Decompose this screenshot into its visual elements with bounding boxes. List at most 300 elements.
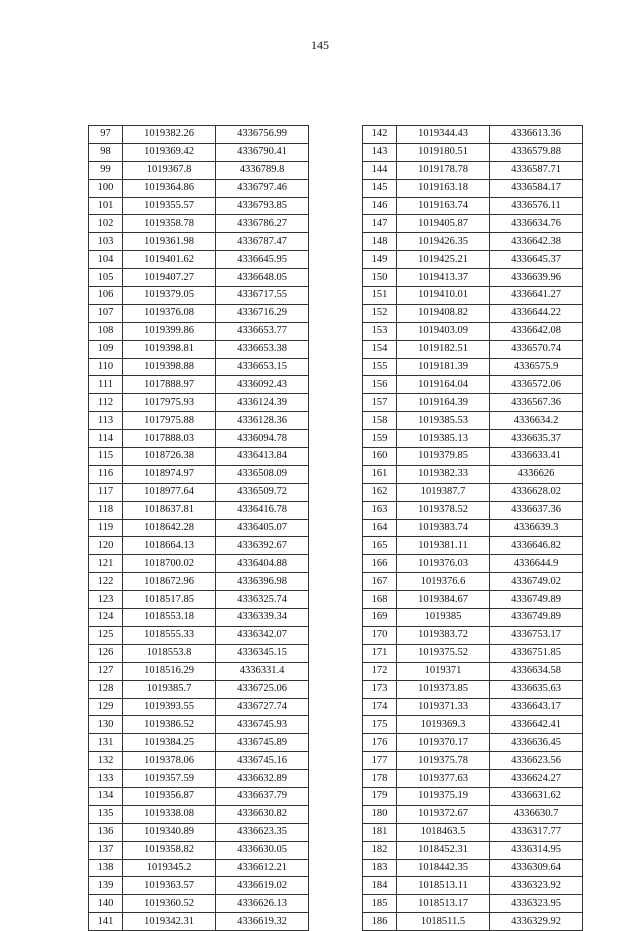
table-row [363, 680, 583, 698]
point-number-cell: 157 [363, 394, 397, 412]
point-number-cell: 177 [363, 752, 397, 770]
y-coordinate-cell: 4336793.85 [216, 197, 309, 215]
table-row [89, 877, 309, 895]
point-number-cell: 120 [89, 537, 123, 555]
x-coordinate-cell: 1019385.13 [397, 430, 490, 448]
table-row [363, 394, 583, 412]
y-coordinate-cell: 4336790.41 [216, 143, 309, 161]
x-coordinate-cell: 1019378.52 [397, 501, 490, 519]
table-row [89, 304, 309, 322]
y-coordinate-cell: 4336623.56 [490, 752, 583, 770]
point-number-cell: 160 [363, 448, 397, 466]
x-coordinate-cell: 1017975.88 [123, 412, 216, 430]
y-coordinate-cell: 4336787.47 [216, 233, 309, 251]
table-row [363, 859, 583, 877]
x-coordinate-cell: 1018516.29 [123, 662, 216, 680]
x-coordinate-cell: 1019356.87 [123, 787, 216, 805]
x-coordinate-cell: 1019344.43 [397, 126, 490, 144]
table-row [363, 233, 583, 251]
y-coordinate-cell: 4336626 [490, 465, 583, 483]
x-coordinate-cell: 1018463.5 [397, 823, 490, 841]
y-coordinate-cell: 4336587.71 [490, 161, 583, 179]
x-coordinate-cell: 1019383.74 [397, 519, 490, 537]
table-row [363, 304, 583, 322]
x-coordinate-cell: 1019358.78 [123, 215, 216, 233]
x-coordinate-cell: 1019345.2 [123, 859, 216, 877]
y-coordinate-cell: 4336789.8 [216, 161, 309, 179]
x-coordinate-cell: 1019376.03 [397, 555, 490, 573]
point-number-cell: 148 [363, 233, 397, 251]
point-number-cell: 103 [89, 233, 123, 251]
table-row [363, 787, 583, 805]
x-coordinate-cell: 1019375.52 [397, 644, 490, 662]
y-coordinate-cell: 4336644.22 [490, 304, 583, 322]
table-row [89, 197, 309, 215]
coordinate-table-right [362, 125, 583, 931]
y-coordinate-cell: 4336725.06 [216, 680, 309, 698]
x-coordinate-cell: 1019384.67 [397, 591, 490, 609]
table-row [89, 859, 309, 877]
table-row [89, 573, 309, 591]
table-row [89, 233, 309, 251]
x-coordinate-cell: 1019181.39 [397, 358, 490, 376]
point-number-cell: 171 [363, 644, 397, 662]
table-row [363, 287, 583, 305]
x-coordinate-cell: 1019164.39 [397, 394, 490, 412]
point-number-cell: 111 [89, 376, 123, 394]
point-number-cell: 159 [363, 430, 397, 448]
x-coordinate-cell: 1019426.35 [397, 233, 490, 251]
point-number-cell: 184 [363, 877, 397, 895]
x-coordinate-cell: 1019410.01 [397, 287, 490, 305]
y-coordinate-cell: 4336579.88 [490, 143, 583, 161]
y-coordinate-cell: 4336749.02 [490, 573, 583, 591]
table-row [363, 483, 583, 501]
table-row [89, 412, 309, 430]
point-number-cell: 132 [89, 752, 123, 770]
point-number-cell: 179 [363, 787, 397, 805]
point-number-cell: 136 [89, 823, 123, 841]
point-number-cell: 147 [363, 215, 397, 233]
x-coordinate-cell: 1019178.78 [397, 161, 490, 179]
x-coordinate-cell: 1019376.6 [397, 573, 490, 591]
point-number-cell: 169 [363, 609, 397, 627]
y-coordinate-cell: 4336632.89 [216, 770, 309, 788]
y-coordinate-cell: 4336645.95 [216, 251, 309, 269]
table-row [363, 877, 583, 895]
x-coordinate-cell: 1019371 [397, 662, 490, 680]
x-coordinate-cell: 1019385.53 [397, 412, 490, 430]
point-number-cell: 130 [89, 716, 123, 734]
x-coordinate-cell: 1019379.05 [123, 287, 216, 305]
x-coordinate-cell: 1019342.31 [123, 913, 216, 931]
x-coordinate-cell: 1019387.7 [397, 483, 490, 501]
y-coordinate-cell: 4336392.67 [216, 537, 309, 555]
point-number-cell: 116 [89, 465, 123, 483]
table-row [89, 716, 309, 734]
y-coordinate-cell: 4336628.02 [490, 483, 583, 501]
table-row [363, 126, 583, 144]
point-number-cell: 121 [89, 555, 123, 573]
y-coordinate-cell: 4336634.2 [490, 412, 583, 430]
y-coordinate-cell: 4336612.21 [216, 859, 309, 877]
x-coordinate-cell: 1019355.57 [123, 197, 216, 215]
y-coordinate-cell: 4336317.77 [490, 823, 583, 841]
point-number-cell: 115 [89, 448, 123, 466]
y-coordinate-cell: 4336413.84 [216, 448, 309, 466]
point-number-cell: 146 [363, 197, 397, 215]
table-row [89, 698, 309, 716]
y-coordinate-cell: 4336745.16 [216, 752, 309, 770]
x-coordinate-cell: 1018642.28 [123, 519, 216, 537]
x-coordinate-cell: 1019357.59 [123, 770, 216, 788]
y-coordinate-cell: 4336727.74 [216, 698, 309, 716]
point-number-cell: 101 [89, 197, 123, 215]
point-number-cell: 102 [89, 215, 123, 233]
table-row [89, 143, 309, 161]
y-coordinate-cell: 4336619.32 [216, 913, 309, 931]
x-coordinate-cell: 1019364.86 [123, 179, 216, 197]
y-coordinate-cell: 4336635.37 [490, 430, 583, 448]
y-coordinate-cell: 4336509.72 [216, 483, 309, 501]
table-row [89, 841, 309, 859]
y-coordinate-cell: 4336128.36 [216, 412, 309, 430]
x-coordinate-cell: 1018511.5 [397, 913, 490, 931]
y-coordinate-cell: 4336396.98 [216, 573, 309, 591]
y-coordinate-cell: 4336613.36 [490, 126, 583, 144]
x-coordinate-cell: 1019382.33 [397, 465, 490, 483]
table-row [89, 179, 309, 197]
x-coordinate-cell: 1018513.17 [397, 895, 490, 913]
table-row [363, 501, 583, 519]
table-row [89, 430, 309, 448]
table-row [89, 555, 309, 573]
table-row [89, 269, 309, 287]
x-coordinate-cell: 1019377.63 [397, 770, 490, 788]
y-coordinate-cell: 4336797.46 [216, 179, 309, 197]
point-number-cell: 123 [89, 591, 123, 609]
point-number-cell: 181 [363, 823, 397, 841]
point-number-cell: 174 [363, 698, 397, 716]
point-number-cell: 175 [363, 716, 397, 734]
y-coordinate-cell: 4336094.78 [216, 430, 309, 448]
table-row [363, 340, 583, 358]
x-coordinate-cell: 1019398.81 [123, 340, 216, 358]
x-coordinate-cell: 1019370.17 [397, 734, 490, 752]
y-coordinate-cell: 4336637.79 [216, 787, 309, 805]
point-number-cell: 117 [89, 483, 123, 501]
x-coordinate-cell: 1019399.86 [123, 322, 216, 340]
y-coordinate-cell: 4336786.27 [216, 215, 309, 233]
point-number-cell: 173 [363, 680, 397, 698]
table-row [89, 913, 309, 931]
table-row [89, 537, 309, 555]
y-coordinate-cell: 4336749.89 [490, 591, 583, 609]
x-coordinate-cell: 1018700.02 [123, 555, 216, 573]
table-row [363, 465, 583, 483]
y-coordinate-cell: 4336751.85 [490, 644, 583, 662]
table-row [89, 519, 309, 537]
table-row [89, 287, 309, 305]
x-coordinate-cell: 1019180.51 [397, 143, 490, 161]
table-row [89, 322, 309, 340]
point-number-cell: 133 [89, 770, 123, 788]
table-row [89, 787, 309, 805]
x-coordinate-cell: 1019163.74 [397, 197, 490, 215]
x-coordinate-cell: 1019401.62 [123, 251, 216, 269]
table-row [89, 483, 309, 501]
table-row [363, 251, 583, 269]
y-coordinate-cell: 4336639.96 [490, 269, 583, 287]
x-coordinate-cell: 1019338.08 [123, 805, 216, 823]
x-coordinate-cell: 1018553.8 [123, 644, 216, 662]
table-row [89, 465, 309, 483]
x-coordinate-cell: 1019371.33 [397, 698, 490, 716]
point-number-cell: 131 [89, 734, 123, 752]
y-coordinate-cell: 4336636.45 [490, 734, 583, 752]
y-coordinate-cell: 4336633.41 [490, 448, 583, 466]
point-number-cell: 127 [89, 662, 123, 680]
point-number-cell: 100 [89, 179, 123, 197]
y-coordinate-cell: 4336637.36 [490, 501, 583, 519]
y-coordinate-cell: 4336653.15 [216, 358, 309, 376]
table-row [89, 680, 309, 698]
y-coordinate-cell: 4336634.76 [490, 215, 583, 233]
y-coordinate-cell: 4336124.39 [216, 394, 309, 412]
y-coordinate-cell: 4336745.89 [216, 734, 309, 752]
table-row [363, 573, 583, 591]
x-coordinate-cell: 1018442.35 [397, 859, 490, 877]
table-row [363, 752, 583, 770]
point-number-cell: 163 [363, 501, 397, 519]
y-coordinate-cell: 4336716.29 [216, 304, 309, 322]
point-number-cell: 112 [89, 394, 123, 412]
x-coordinate-cell: 1018974.97 [123, 465, 216, 483]
table-row [363, 448, 583, 466]
y-coordinate-cell: 4336653.38 [216, 340, 309, 358]
table-row [89, 126, 309, 144]
x-coordinate-cell: 1019379.85 [397, 448, 490, 466]
y-coordinate-cell: 4336645.37 [490, 251, 583, 269]
page-number: 145 [311, 38, 329, 52]
point-number-cell: 156 [363, 376, 397, 394]
table-row [89, 823, 309, 841]
y-coordinate-cell: 4336342.07 [216, 626, 309, 644]
y-coordinate-cell: 4336619.02 [216, 877, 309, 895]
x-coordinate-cell: 1019384.25 [123, 734, 216, 752]
x-coordinate-cell: 1019398.88 [123, 358, 216, 376]
table-row [363, 376, 583, 394]
table-row [89, 376, 309, 394]
table-row [89, 448, 309, 466]
point-number-cell: 105 [89, 269, 123, 287]
y-coordinate-cell: 4336634.58 [490, 662, 583, 680]
point-number-cell: 129 [89, 698, 123, 716]
y-coordinate-cell: 4336648.05 [216, 269, 309, 287]
x-coordinate-cell: 1019372.67 [397, 805, 490, 823]
y-coordinate-cell: 4336749.89 [490, 609, 583, 627]
point-number-cell: 99 [89, 161, 123, 179]
y-coordinate-cell: 4336567.36 [490, 394, 583, 412]
point-number-cell: 161 [363, 465, 397, 483]
y-coordinate-cell: 4336405.07 [216, 519, 309, 537]
table-row [363, 519, 583, 537]
point-number-cell: 183 [363, 859, 397, 877]
point-number-cell: 172 [363, 662, 397, 680]
x-coordinate-cell: 1019361.98 [123, 233, 216, 251]
y-coordinate-cell: 4336635.63 [490, 680, 583, 698]
table-row [363, 143, 583, 161]
table-row [363, 895, 583, 913]
x-coordinate-cell: 1018452.31 [397, 841, 490, 859]
point-number-cell: 168 [363, 591, 397, 609]
x-coordinate-cell: 1017975.93 [123, 394, 216, 412]
point-number-cell: 166 [363, 555, 397, 573]
point-number-cell: 118 [89, 501, 123, 519]
point-number-cell: 153 [363, 322, 397, 340]
point-number-cell: 186 [363, 913, 397, 931]
point-number-cell: 137 [89, 841, 123, 859]
x-coordinate-cell: 1019373.85 [397, 680, 490, 698]
table-row [363, 430, 583, 448]
table-row [363, 555, 583, 573]
table-row [89, 752, 309, 770]
point-number-cell: 167 [363, 573, 397, 591]
table-row [363, 716, 583, 734]
table-row [89, 609, 309, 627]
table-row [89, 770, 309, 788]
y-coordinate-cell: 4336575.9 [490, 358, 583, 376]
x-coordinate-cell: 1019425.21 [397, 251, 490, 269]
table-row [363, 161, 583, 179]
x-coordinate-cell: 1019367.8 [123, 161, 216, 179]
point-number-cell: 152 [363, 304, 397, 322]
x-coordinate-cell: 1019164.04 [397, 376, 490, 394]
point-number-cell: 109 [89, 340, 123, 358]
table-row [363, 609, 583, 627]
y-coordinate-cell: 4336323.95 [490, 895, 583, 913]
x-coordinate-cell: 1018726.38 [123, 448, 216, 466]
point-number-cell: 165 [363, 537, 397, 555]
point-number-cell: 162 [363, 483, 397, 501]
table-row [89, 358, 309, 376]
table-row [363, 269, 583, 287]
y-coordinate-cell: 4336630.05 [216, 841, 309, 859]
point-number-cell: 178 [363, 770, 397, 788]
table-row [89, 734, 309, 752]
table-row [363, 662, 583, 680]
table-row [89, 501, 309, 519]
y-coordinate-cell: 4336639.3 [490, 519, 583, 537]
point-number-cell: 125 [89, 626, 123, 644]
table-row [363, 770, 583, 788]
table-row [89, 251, 309, 269]
table-row [89, 805, 309, 823]
x-coordinate-cell: 1019163.18 [397, 179, 490, 197]
point-number-cell: 150 [363, 269, 397, 287]
table-row [363, 841, 583, 859]
y-coordinate-cell: 4336624.27 [490, 770, 583, 788]
y-coordinate-cell: 4336572.06 [490, 376, 583, 394]
point-number-cell: 182 [363, 841, 397, 859]
y-coordinate-cell: 4336570.74 [490, 340, 583, 358]
point-number-cell: 176 [363, 734, 397, 752]
y-coordinate-cell: 4336416.78 [216, 501, 309, 519]
y-coordinate-cell: 4336753.17 [490, 626, 583, 644]
point-number-cell: 119 [89, 519, 123, 537]
y-coordinate-cell: 4336630.7 [490, 805, 583, 823]
y-coordinate-cell: 4336641.27 [490, 287, 583, 305]
x-coordinate-cell: 1018513.11 [397, 877, 490, 895]
table-row [89, 591, 309, 609]
x-coordinate-cell: 1018672.96 [123, 573, 216, 591]
x-coordinate-cell: 1019369.3 [397, 716, 490, 734]
table-row [363, 644, 583, 662]
y-coordinate-cell: 4336314.95 [490, 841, 583, 859]
point-number-cell: 185 [363, 895, 397, 913]
table-row [363, 698, 583, 716]
x-coordinate-cell: 1017888.97 [123, 376, 216, 394]
y-coordinate-cell: 4336309.64 [490, 859, 583, 877]
x-coordinate-cell: 1019358.82 [123, 841, 216, 859]
point-number-cell: 149 [363, 251, 397, 269]
x-coordinate-cell: 1019383.72 [397, 626, 490, 644]
coordinate-table-left [88, 125, 309, 931]
point-number-cell: 155 [363, 358, 397, 376]
y-coordinate-cell: 4336345.15 [216, 644, 309, 662]
table-row [363, 626, 583, 644]
point-number-cell: 134 [89, 787, 123, 805]
table-row [363, 179, 583, 197]
point-number-cell: 170 [363, 626, 397, 644]
point-number-cell: 151 [363, 287, 397, 305]
table-row [363, 412, 583, 430]
x-coordinate-cell: 1018555.33 [123, 626, 216, 644]
point-number-cell: 142 [363, 126, 397, 144]
y-coordinate-cell: 4336623.35 [216, 823, 309, 841]
y-coordinate-cell: 4336331.4 [216, 662, 309, 680]
point-number-cell: 122 [89, 573, 123, 591]
point-number-cell: 180 [363, 805, 397, 823]
y-coordinate-cell: 4336745.93 [216, 716, 309, 734]
point-number-cell: 113 [89, 412, 123, 430]
x-coordinate-cell: 1018637.81 [123, 501, 216, 519]
point-number-cell: 104 [89, 251, 123, 269]
point-number-cell: 141 [89, 913, 123, 931]
point-number-cell: 124 [89, 609, 123, 627]
table-row [89, 895, 309, 913]
y-coordinate-cell: 4336329.92 [490, 913, 583, 931]
point-number-cell: 158 [363, 412, 397, 430]
point-number-cell: 126 [89, 644, 123, 662]
y-coordinate-cell: 4336631.62 [490, 787, 583, 805]
y-coordinate-cell: 4336404.88 [216, 555, 309, 573]
table-row [363, 734, 583, 752]
point-number-cell: 98 [89, 143, 123, 161]
y-coordinate-cell: 4336653.77 [216, 322, 309, 340]
x-coordinate-cell: 1018977.64 [123, 483, 216, 501]
point-number-cell: 139 [89, 877, 123, 895]
x-coordinate-cell: 1019382.26 [123, 126, 216, 144]
point-number-cell: 97 [89, 126, 123, 144]
point-number-cell: 110 [89, 358, 123, 376]
y-coordinate-cell: 4336756.99 [216, 126, 309, 144]
x-coordinate-cell: 1019407.27 [123, 269, 216, 287]
y-coordinate-cell: 4336508.09 [216, 465, 309, 483]
x-coordinate-cell: 1019381.11 [397, 537, 490, 555]
x-coordinate-cell: 1019408.82 [397, 304, 490, 322]
x-coordinate-cell: 1019363.57 [123, 877, 216, 895]
